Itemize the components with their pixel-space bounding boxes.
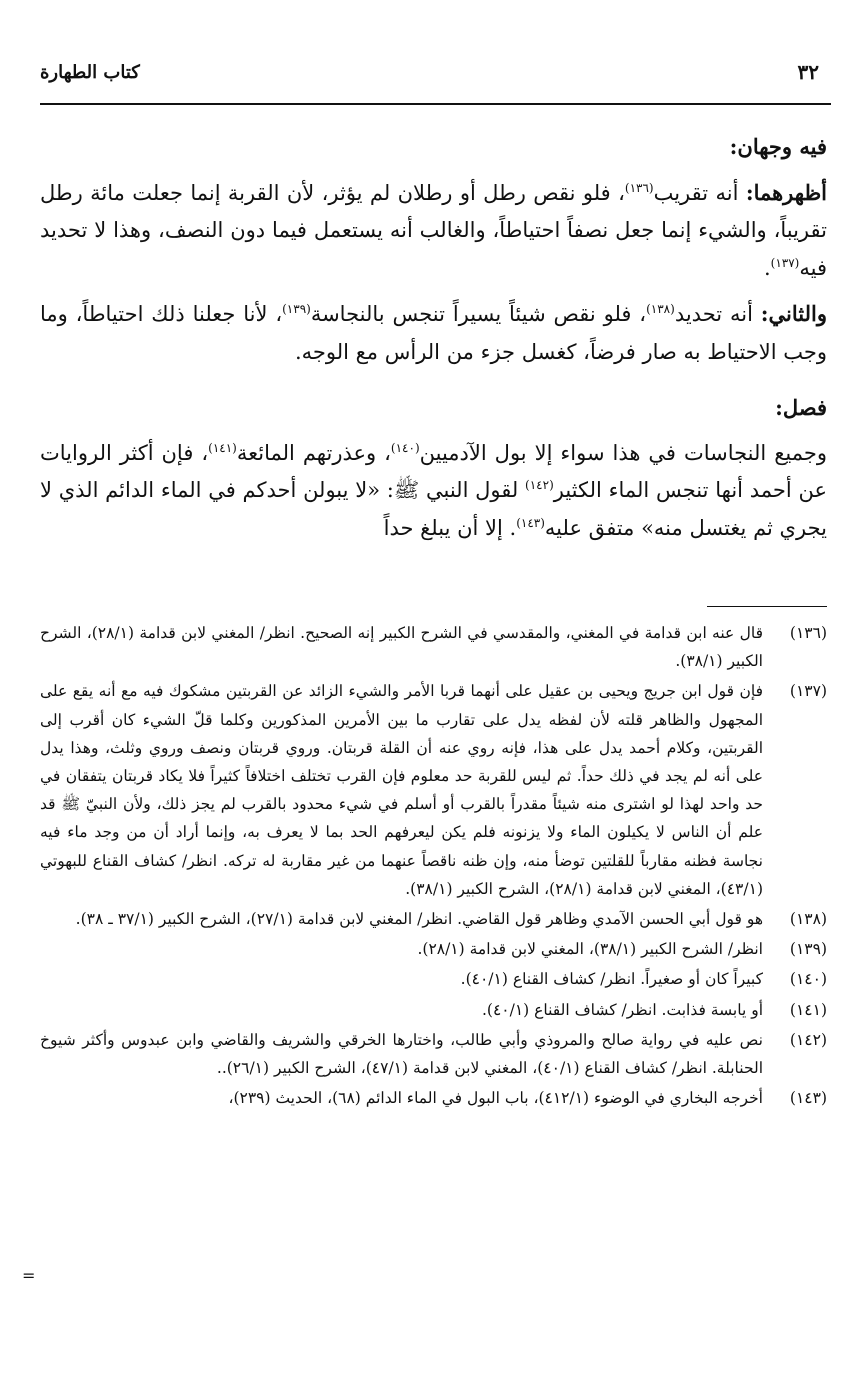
footnote-number: (١٤١) bbox=[789, 1000, 827, 1019]
section-intro-heading: فيه وجهان: bbox=[729, 134, 827, 159]
text-run: ، لأنا جعلنا ذلك احتياطاً، وما وجب الاحتياط به صار فرضاً، كغسل جزء من الرأس مع الوجه. bbox=[40, 302, 827, 364]
page-header bbox=[40, 56, 827, 96]
footnote-text: هو قول أبي الحسن الآمدي وظاهر قول القاضي. انظر/ المغني لابن قدامة (٢٧/١)، الشرح الكبير (٣٧/١ ـ ٣٨). bbox=[75, 910, 763, 929]
text-run: وجميع النجاسات في هذا سواء إلا بول الآدميين bbox=[419, 440, 827, 465]
footnote-number: (١٣٩) bbox=[789, 940, 827, 959]
text-run: أنه تقريب bbox=[653, 180, 746, 205]
footnote-text: قال عنه ابن قدامة في المغني، والمقدسي في الشرح الكبير إنه الصحيح. انظر/ المغني لابن قدامة (٢٨/١)، الشرح الكبير (٣٨/١). bbox=[40, 624, 763, 671]
footnote-text: نص عليه في رواية صالح والمروذي وأبي طالب، واختارها الخرقي والشريف والقاضي وابن عبدوس وأكثر شيوخ الحنابلة. انظر/ كشاف القناع (٤٠/١)، المغني لابن قدامة (٤٧/١)، الشرح الكبير (٢٦/١).. bbox=[40, 1030, 763, 1078]
footnote-rule bbox=[707, 606, 827, 607]
text-run: ، فلو نقص شيئاً يسيراً تنجس بالنجاسة bbox=[310, 302, 647, 326]
footnote-ref: (١٣٩) bbox=[282, 302, 311, 316]
text-run: ، فإن أكثر الروايات عن أحمد أنها تنجس الماء الكثير bbox=[40, 440, 827, 502]
footnote-item bbox=[40, 996, 827, 1024]
footnote-ref: (١٤٠) bbox=[390, 440, 420, 455]
footnote-item bbox=[40, 1026, 827, 1082]
footnote-number: (١٣٦) bbox=[789, 624, 827, 642]
header-rule bbox=[40, 103, 831, 105]
text-run: ، وعذرتهم المائعة bbox=[236, 440, 391, 465]
footnote-number: (١٣٨) bbox=[789, 910, 827, 929]
footnotes bbox=[40, 619, 827, 1114]
paragraph-section bbox=[40, 435, 827, 548]
text-run: ، فلو نقص رطل أو رطلان لم يؤثر، لأن القربة إنما جعلت مائة رطل تقريباً، والشيء إنما جعل نصفاً احتياطاً، والغالب أنه يستعمل فيما دون النصف، وهذا لا تحديد فيه bbox=[40, 180, 827, 280]
footnote-item bbox=[40, 965, 827, 993]
footnote-item bbox=[40, 935, 827, 963]
footnote-item bbox=[40, 1084, 827, 1112]
footnote-text: أو يابسة فذابت. انظر/ كشاف القناع (٤٠/١). bbox=[481, 1000, 763, 1019]
footnote-item bbox=[40, 677, 827, 903]
page-number: ٣٢ bbox=[797, 60, 819, 84]
paragraph-second-view bbox=[40, 295, 827, 371]
footnote-item bbox=[40, 619, 827, 675]
section-heading: فصل: bbox=[775, 395, 827, 420]
footnote-number: (١٤٣) bbox=[789, 1089, 827, 1108]
book-title: كتاب الطهارة bbox=[40, 62, 140, 83]
footnote-ref: (١٣٦) bbox=[624, 180, 654, 195]
text-run: أنه تحديد bbox=[674, 302, 761, 326]
text-run: . إلا أن يبلغ حداً bbox=[383, 515, 517, 540]
paragraph-first-view bbox=[40, 174, 827, 288]
footnote-ref: (١٤٢) bbox=[525, 478, 554, 492]
footnote-text: أخرجه البخاري في الوضوء (٤١٢/١)، باب البول في الماء الدائم (٦٨)، الحديث (٢٣٩)، bbox=[228, 1089, 763, 1108]
footnote-item bbox=[40, 905, 827, 933]
footnote-ref: (١٤٣) bbox=[516, 515, 545, 530]
footnote-number: (١٣٧) bbox=[789, 682, 827, 701]
continuation-mark: = bbox=[22, 1266, 36, 1285]
text-run: لقول النبي ﷺ: «لا يبولن أحدكم في الماء الدائم الذي لا يجري ثم يغتسل منه» متفق عليه bbox=[40, 478, 827, 540]
footnote-ref: (١٤١) bbox=[208, 440, 237, 455]
lead-word: أظهرهما: bbox=[745, 179, 827, 205]
footnote-number: (١٤٠) bbox=[789, 970, 827, 989]
main-text bbox=[40, 128, 827, 555]
footnote-text: فإن قول ابن جريج ويحيى بن عقيل على أنهما قربا الأمر والشيء الزائد عن القربتين مشكوك فيه مع أنه يقع على المجهول والظاهر قلته لأن لفظه يدل على تقارب ما بين الأمرين المذكورين وكلما قلّ الشيء كان أقرب إلى القربتين، وكلام أحمد يدل على هذا، فإنه روي عنه أن القلة قربتان. وروي قربتان ونصف وروي وثلث، وهذا يدل على أنه لم يجد في ذلك حداً. ثم ليس للقربة حد معلوم فإن القرب تختلف اختلافاً كثيراً فلا يكاد قربتان يتفقان في حد واحد لهذا لو اشترى منه شيئاً مقدراً بالقرب أو أسلم في شيء محدود بالقرب لم يجز ذلك، ولأن النبيّ ﷺ قد علم أن الناس لا يكيلون الماء ولا يزنونه فلم يكن ليعرفهم الحد بما لا يعرف به، وإنما أراد أن من وجد ماء فيه نجاسة فظنه مقارباً للقلتين توضأ منه، وإن ظنه ناقصاً عنهما من غير مقاربة له تركه. انظر/ كشاف القناع للبهوتي (٤٣/١)، المغني لابن قدامة (٢٨/١)، الشرح الكبير (٣٨/١). bbox=[40, 682, 763, 898]
footnote-ref: (١٣٧) bbox=[770, 255, 800, 270]
footnote-text: كبيراً كان أو صغيراً. انظر/ كشاف القناع (٤٠/١). bbox=[460, 970, 763, 989]
footnote-text: انظر/ الشرح الكبير (٣٨/١)، المغني لابن قدامة (٢٨/١). bbox=[417, 940, 763, 959]
footnote-ref: (١٣٨) bbox=[646, 302, 675, 316]
lead-word: والثاني: bbox=[760, 301, 827, 326]
footnote-number: (١٤٢) bbox=[789, 1030, 827, 1049]
text-run: . bbox=[763, 255, 771, 280]
